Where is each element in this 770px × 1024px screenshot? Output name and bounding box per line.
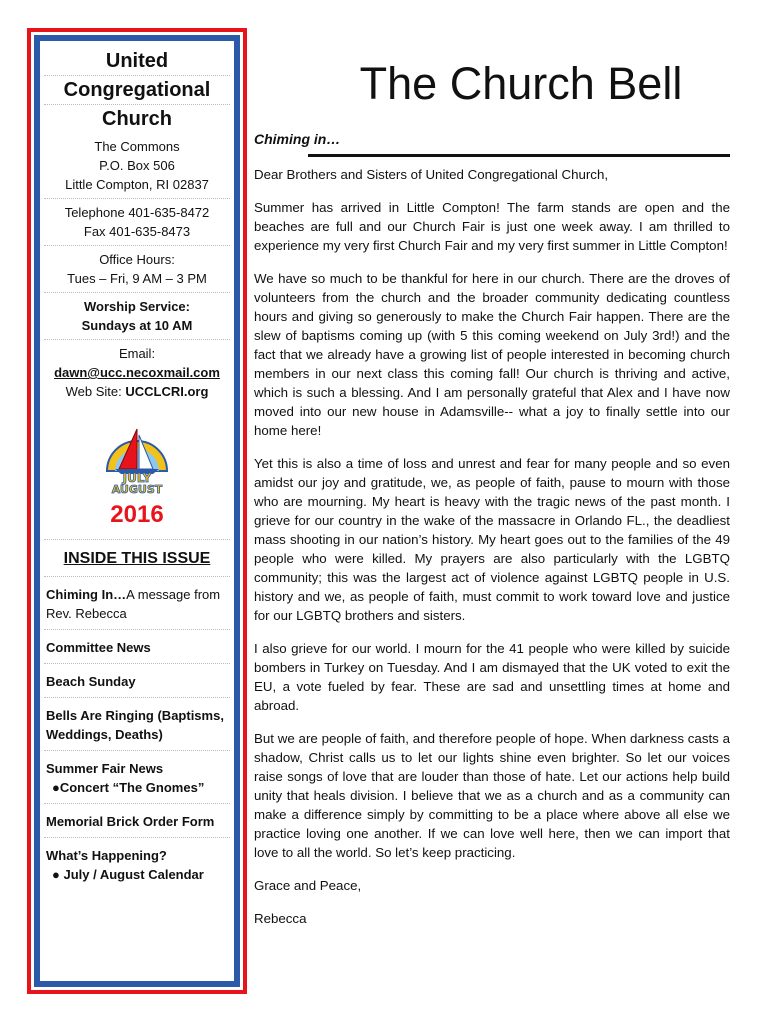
toc-subitem: ●Concert “The Gnomes” (52, 780, 205, 795)
toc-item-title: Summer Fair News (46, 761, 164, 776)
website-row (44, 382, 230, 401)
article-greeting: Dear Brothers and Sisters of United Congregational Church, (254, 167, 609, 182)
toc-item-title: Chiming In… (46, 587, 127, 602)
website-label: Web Site: (65, 384, 126, 399)
article-kicker: Chiming in… (254, 131, 341, 147)
article-signature: Rebecca (254, 911, 307, 926)
address-line: The Commons (94, 139, 180, 154)
article-paragraph: But we are people of faith, and therefore people of hope. When darkness casts a shadow, Christ calls us to let our lights shine even brighter. So let our voices raise songs of love that are louder than those of hate. Let our actions help build unity that heals division. I believe that we as a church and as a community can make a difference simply by committing to be a place where above all else we practice loving one another. If we can love well here, then we can import that love to all the world. So let’s keep practicing. (254, 731, 730, 860)
toc-item-memorial-brick[interactable]: Memorial Brick Order Form (44, 804, 230, 838)
masthead (254, 50, 748, 118)
organization-name (44, 47, 230, 133)
toc-item-summer-fair[interactable] (44, 751, 230, 804)
toc-item-chiming-in[interactable] (44, 577, 230, 630)
sailboat-logo-icon (89, 419, 185, 495)
email-label: Email: (118, 346, 156, 361)
toc-item-description: A message from Rev. Rebecca (46, 587, 221, 621)
worship-time: Sundays at 10 AM (81, 318, 193, 333)
table-of-contents (44, 577, 230, 890)
office-hours: Tues – Fri, 9 AM – 3 PM (67, 271, 207, 286)
issue-year: 2016 (110, 501, 164, 528)
toc-item-bells-are-ringing[interactable]: Bells Are Ringing (Baptisms, Weddings, Deaths) (44, 698, 230, 751)
fax: Fax 401-635-8473 (83, 224, 191, 239)
article (254, 130, 730, 942)
toc-item-committee-news[interactable]: Committee News (44, 630, 230, 664)
email-link[interactable]: dawn@ucc.necoxmail.com (54, 365, 220, 380)
online-block (44, 340, 230, 405)
address-line: Little Compton, RI 02837 (65, 177, 209, 192)
telephone: Telephone 401-635-8472 (64, 205, 210, 220)
worship-label: Worship Service: (84, 299, 190, 314)
article-paragraph: We have so much to be thankful for here in our church. There are the droves of volunteers from the church and the broader community dedicating countless hours and giving so generously to make the Church Fair happen. There are the slew of baptisms coming up (with 5 this coming weekend on July 3rd!) and the fact that we already have a growing list of people interested in becoming church members in our next class this coming fall! Our church is thriving and active, which is such a blessing. And I am personally grateful that Alex and I have now moved into our new house in Adamsville-- what a joy to finally settle into our home here! (254, 271, 730, 438)
address-block (44, 133, 230, 199)
toc-item-whats-happening[interactable] (44, 838, 230, 890)
website-link[interactable]: UCCLCRI.org (125, 384, 209, 399)
article-paragraph: I also grieve for our world. I mourn for the 41 people who were killed by suicide bombers in Turkey on Tuesday. And I am dismayed that the UK voted to exit the EU, a vote fueled by fear. These are sad and unsettling times at home and abroad. (254, 641, 730, 713)
logo-august: AUGUST (111, 483, 163, 495)
address-line: P.O. Box 506 (99, 158, 175, 173)
worship-block (44, 293, 230, 340)
contact-info (44, 133, 230, 405)
logo-july: JULY (122, 471, 152, 485)
org-name-line: Congregational (44, 76, 230, 105)
sidebar (40, 41, 234, 981)
org-name-line: Church (102, 108, 172, 130)
phone-block (44, 199, 230, 246)
article-paragraph: Summer has arrived in Little Compton! The farm stands are open and the beaches are full and our Church Fair is just one week away. I am thrilled to experience my very first Church Fair and my very first summer in Little Compton! (254, 200, 730, 253)
org-name-line: United (44, 47, 230, 76)
toc-subitem: ● July / August Calendar (52, 867, 204, 882)
article-paragraph: Yet this is also a time of loss and unrest and fear for many people and so even amidst our joy and gratitude, we, as people of faith, pause to mourn with those who are mourning. My heart is heavy with the tragic news of the past month. I grieve for our country in the wake of the massacre in Orlando FL., the deadliest mass shooting in our nation’s history. My heart goes out to the families of the 49 people who were killed. My prayers are also particularly with the LGBTQ community; this was the largest act of violence against LGBTQ people in U.S. history and we, as people of faith, must commit to work toward love and justice for our LGBTQ brothers and sisters. (254, 456, 730, 623)
toc-item-title: What’s Happening? (46, 848, 167, 863)
office-hours-label: Office Hours: (99, 252, 175, 267)
newsletter-title: The Church Bell (359, 58, 683, 109)
toc-item-beach-sunday[interactable]: Beach Sunday (44, 664, 230, 698)
sidebar-border (27, 28, 247, 994)
office-hours-block (44, 246, 230, 293)
inside-this-issue-heading: INSIDE THIS ISSUE (44, 539, 230, 577)
sidebar-inner-border (34, 35, 240, 987)
article-closing: Grace and Peace, (254, 878, 362, 893)
